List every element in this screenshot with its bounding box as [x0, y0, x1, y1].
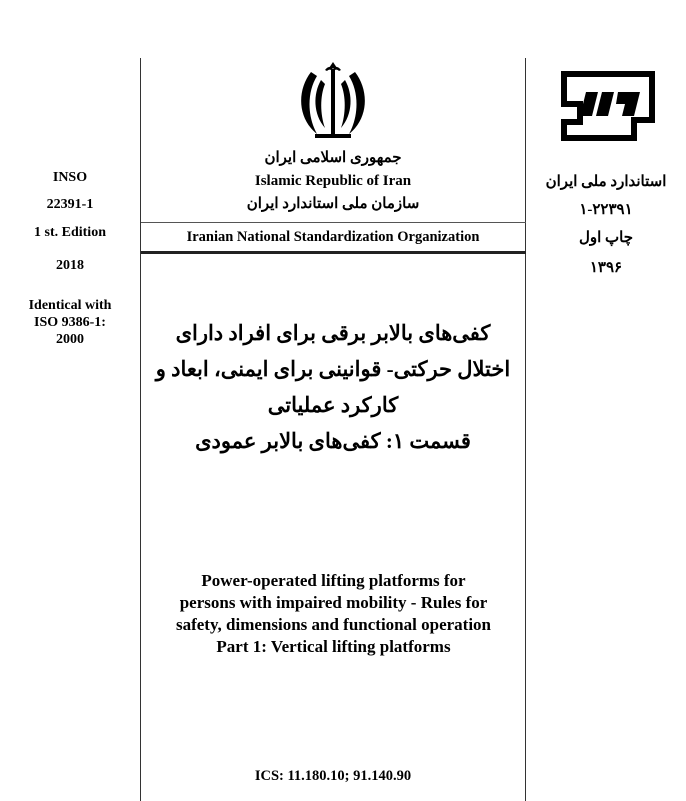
- national-standard-fa: استاندارد ملی ایران: [545, 174, 667, 190]
- title-en: [141, 570, 526, 658]
- isiri-standard-mark-icon: [556, 70, 658, 142]
- identical-with: [0, 297, 140, 348]
- title-en-line2: persons with impaired mobility - Rules for: [179, 593, 488, 612]
- right-divider: [525, 58, 526, 801]
- identical-line2: ISO 9386-1:: [34, 315, 106, 330]
- header-rule-bottom: [141, 251, 526, 254]
- org-en: Iranian National Standardization Organization: [186, 229, 480, 245]
- identical-line3: 2000: [56, 332, 84, 347]
- edition-fa: چاپ اول: [578, 230, 634, 246]
- emblem-area: [141, 62, 525, 147]
- title-fa-line3: کارکرد عملیاتی: [267, 393, 399, 417]
- standard-number: 22391-1: [46, 197, 94, 212]
- title-fa-line1: کفی‌های بالابر برقی برای افراد دارای: [175, 321, 491, 345]
- standard-code: INSO: [52, 170, 88, 185]
- year-fa: ۱۳۹۶: [589, 260, 623, 276]
- year: 2018: [56, 258, 84, 273]
- org-fa: سازمان ملی استاندارد ایران: [246, 196, 420, 212]
- title-en-line4: Part 1: Vertical lifting platforms: [216, 637, 451, 656]
- header-rule-top: [141, 222, 526, 223]
- republic-fa: جمهوری اسلامی ایران: [264, 150, 402, 166]
- standard-number-fa: ۱-۲۲۳۹۱: [579, 202, 633, 218]
- title-fa-line2: اختلال حرکتی- قوانینی برای ایمنی، ابعاد و: [155, 357, 511, 381]
- title-en-line3: safety, dimensions and functional operation: [175, 615, 491, 634]
- identical-line1: Identical with: [28, 298, 112, 313]
- republic-en: Islamic Republic of Iran: [254, 173, 412, 189]
- edition: 1 st. Edition: [34, 225, 106, 240]
- title-fa: [141, 315, 525, 459]
- title-en-line1: Power-operated lifting platforms for: [201, 571, 466, 590]
- iran-emblem-icon: [293, 62, 373, 142]
- ics-code: ICS: 11.180.10; 91.140.90: [254, 768, 412, 784]
- title-fa-line4: قسمت ۱: کفی‌های بالابر عمودی: [195, 429, 471, 453]
